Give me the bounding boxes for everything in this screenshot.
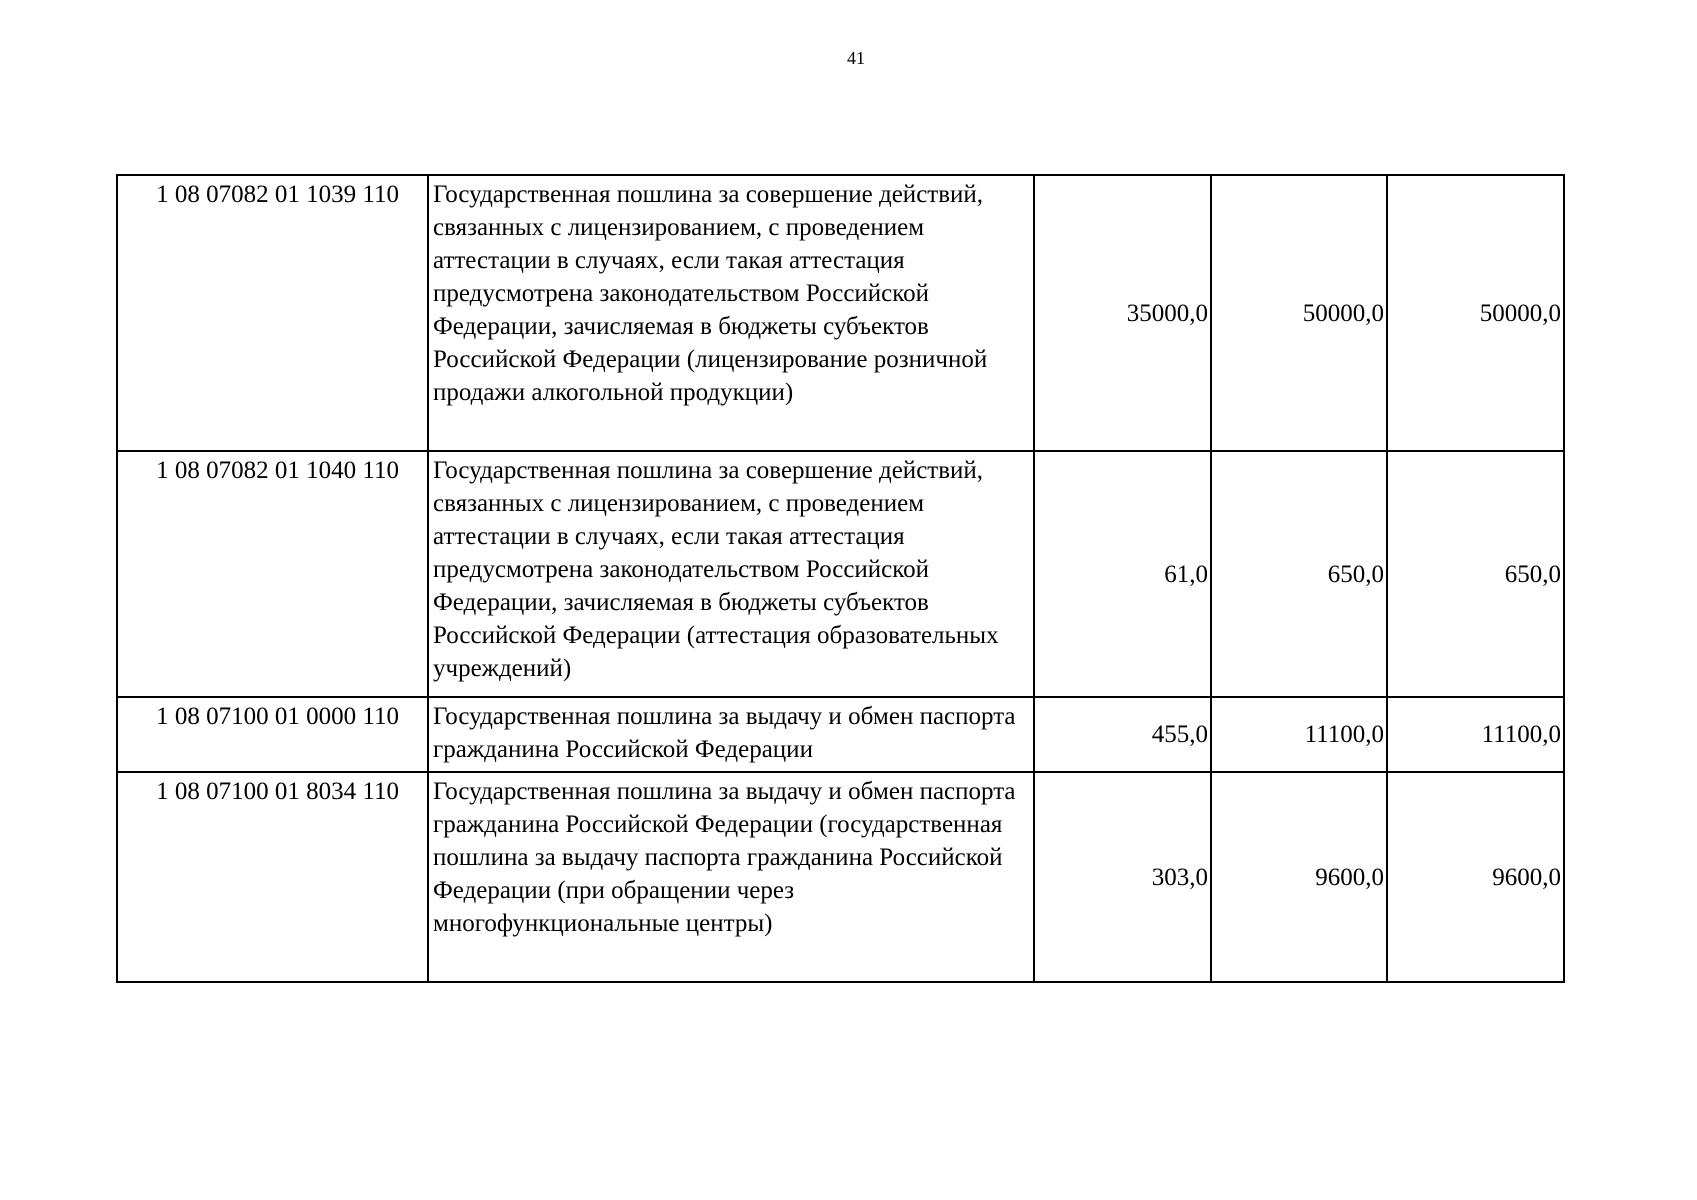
row-value-2: 11100,0	[1211, 697, 1387, 772]
row-value-3: 650,0	[1387, 451, 1564, 697]
row-value-1: 35000,0	[1034, 175, 1211, 451]
row-value-3: 11100,0	[1387, 697, 1564, 772]
page-number: 41	[847, 48, 865, 68]
table-row	[117, 772, 1564, 982]
table-row	[117, 175, 1564, 451]
row-code: 1 08 07100 01 0000 110	[117, 697, 428, 772]
revenue-table	[116, 174, 1565, 983]
row-value-2: 9600,0	[1211, 772, 1387, 982]
row-value-1: 303,0	[1034, 772, 1211, 982]
row-value-3: 9600,0	[1387, 772, 1564, 982]
row-description: Государственная пошлина за совершение действий, связанных с лицензированием, с проведением аттестации в случаях, если такая аттестация предусмотрена законодательством Российской Федерации, зачисляемая в бюджеты субъектов Российской Федерации (лицензирование розничной продажи алкогольной продукции)	[428, 175, 1034, 451]
table-row	[117, 697, 1564, 772]
row-code: 1 08 07082 01 1039 110	[117, 175, 428, 451]
table-row	[117, 451, 1564, 697]
row-value-2: 50000,0	[1211, 175, 1387, 451]
row-code: 1 08 07082 01 1040 110	[117, 451, 428, 697]
row-value-1: 455,0	[1034, 697, 1211, 772]
row-code: 1 08 07100 01 8034 110	[117, 772, 428, 982]
row-description: Государственная пошлина за выдачу и обмен паспорта гражданина Российской Федерации	[428, 697, 1034, 772]
row-description: Государственная пошлина за выдачу и обмен паспорта гражданина Российской Федерации (государственная пошлина за выдачу паспорта гражданина Российской Федерации (при обращении через многофункциональные центры)	[428, 772, 1034, 982]
row-value-2: 650,0	[1211, 451, 1387, 697]
row-description: Государственная пошлина за совершение действий, связанных с лицензированием, с проведением аттестации в случаях, если такая аттестация предусмотрена законодательством Российской Федерации, зачисляемая в бюджеты субъектов Российской Федерации (аттестация образовательных учреждений)	[428, 451, 1034, 697]
row-value-1: 61,0	[1034, 451, 1211, 697]
row-value-3: 50000,0	[1387, 175, 1564, 451]
